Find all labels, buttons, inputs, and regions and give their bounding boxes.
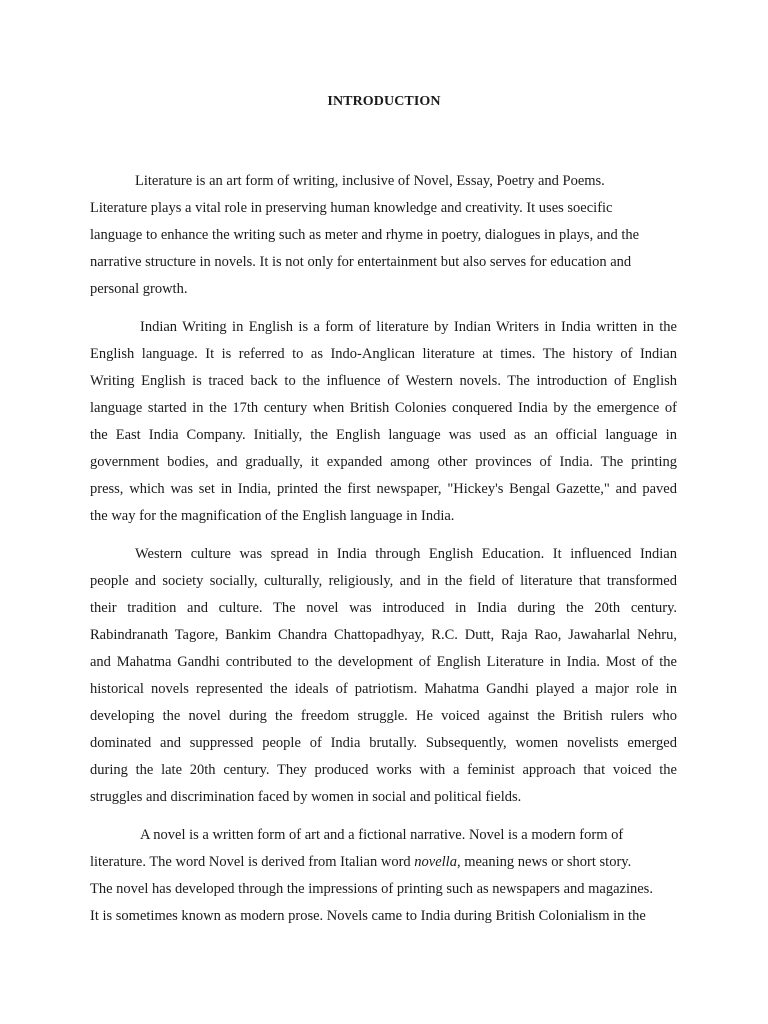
text-segment: , meaning news or short story. [456, 854, 632, 870]
text-line: their tradition and culture. The novel was introduced in India during the 20th century. [90, 600, 677, 616]
text-line: narrative structure in novels. It is not only for entertainment but also serves for education and [90, 254, 632, 270]
text-line: and Mahatma Gandhi contributed to the development of English Literature in India. Most of the [90, 654, 677, 670]
text-line: Indian Writing in English is a form of literature by Indian Writers in India written in the [140, 319, 677, 335]
text-line: Writing English is traced back to the influence of Western novels. The introduction of English [90, 373, 677, 389]
text-line: struggles and discrimination faced by women in social and political fields. [90, 789, 522, 805]
text-line: language to enhance the writing such as meter and rhyme in poetry, dialogues in plays, and the [90, 227, 640, 243]
text-line: Western culture was spread in India through English Education. It influenced Indian [135, 546, 677, 562]
text-line: personal growth. [90, 281, 188, 297]
text-line: during the late 20th century. They produced works with a feminist approach that voiced the [90, 762, 677, 778]
text-line: It is sometimes known as modern prose. Novels came to India during British Colonialism in the [90, 908, 646, 924]
text-line: people and society socially, culturally, religiously, and in the field of literature that transformed [90, 573, 677, 589]
paragraph-4 [90, 822, 677, 930]
text-line: Literature is an art form of writing, inclusive of Novel, Essay, Poetry and Poems. [135, 173, 605, 189]
text-line: Literature plays a vital role in preserving human knowledge and creativity. It uses soecific [90, 200, 613, 216]
text-line: A novel is a written form of art and a fictional narrative. Novel is a modern form of [140, 827, 624, 843]
text-line: government bodies, and gradually, it expanded among other provinces of India. The printing [90, 454, 677, 470]
text-segment: literature. The word Novel is derived from Italian word [90, 854, 415, 870]
text-line: historical novels represented the ideals of patriotism. Mahatma Gandhi played a major role in [90, 681, 677, 697]
page-title: INTRODUCTION [327, 94, 441, 109]
paragraph-1 [90, 168, 677, 303]
text-line [90, 849, 677, 876]
italic-term: novella [414, 854, 457, 870]
text-line: developing the novel during the freedom struggle. He voiced against the British rulers who [90, 708, 677, 724]
paragraph-3 [90, 541, 677, 811]
paragraph-2 [90, 314, 677, 530]
text-line: dominated and suppressed people of India brutally. Subsequently, women novelists emerged [90, 735, 677, 751]
text-line: press, which was set in India, printed the first newspaper, "Hickey's Bengal Gazette," and paved [90, 481, 677, 497]
text-line: language started in the 17th century when British Colonies conquered India by the emergence of [90, 400, 677, 416]
text-line: the way for the magnification of the English language in India. [90, 508, 455, 524]
text-line: the East India Company. Initially, the English language was used as an official language in [90, 427, 677, 443]
text-line: The novel has developed through the impressions of printing such as newspapers and magazines. [90, 881, 653, 897]
text-line: English language. It is referred to as Indo-Anglican literature at times. The history of Indian [90, 346, 677, 362]
text-line: Rabindranath Tagore, Bankim Chandra Chattopadhyay, R.C. Dutt, Raja Rao, Jawaharlal Nehru, [90, 627, 677, 643]
